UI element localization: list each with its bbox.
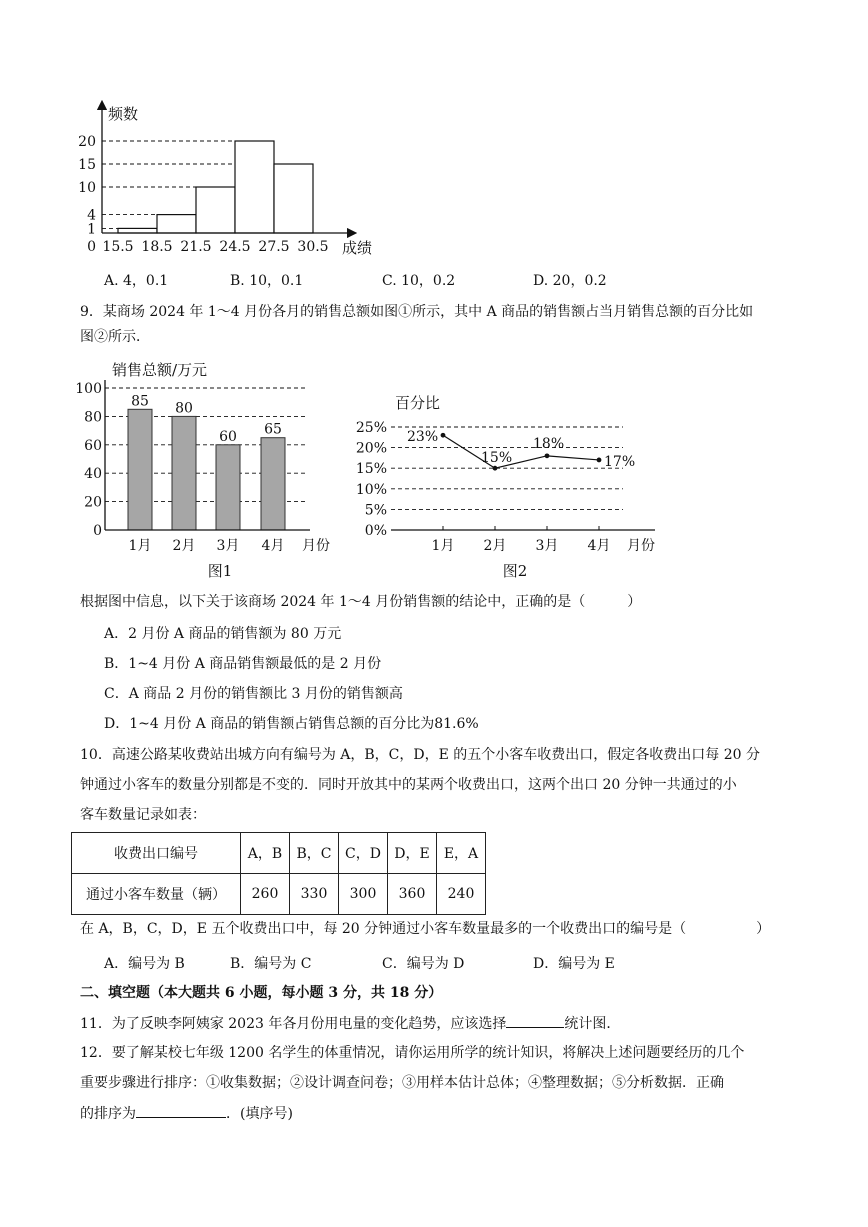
histogram-y-tick: 10 [78,180,96,196]
fig1-bar [172,416,196,530]
fig1-y-tick: 80 [84,409,102,426]
histogram-y-tick: 0 [87,239,96,255]
q10-options [0,953,868,973]
table-header-label: 收费出口编号 [72,833,241,874]
fig2-caption: 图2 [502,562,528,580]
fig2-series-line [443,435,599,468]
q12-text-before: 的排序为 [80,1106,136,1122]
fig1-caption: 图1 [207,562,233,580]
fig1-y-tick: 20 [84,494,102,511]
fig2-data-label: 17% [604,453,636,470]
fig1-bar [128,409,152,530]
fig2-y-tick: 15% [355,461,387,478]
table-cell: 360 [388,874,437,915]
q12-text-after: ．(填序号) [226,1106,293,1122]
fig1-x-tick: 2月 [172,538,196,554]
q8-option-c[interactable]: C. 10，0.2 [382,273,456,289]
table-cell: 300 [339,874,388,915]
fig2-data-label: 23% [407,429,439,446]
q9-option-d[interactable]: D．1~4 月份 A 商品的销售额占销售总额的百分比为81.6% [104,716,479,732]
fig1-bar [261,438,285,530]
fig1-bar-chart [75,355,350,585]
fig1-y-tick: 60 [84,437,102,454]
fig2-x-tick: 4月 [587,538,611,554]
q10-question: 在 A，B，C，D，E 五个收费出口中，每 20 分钟通过小客车数量最多的一个收费出口的编号是（ ） [80,921,771,937]
fig1-data-label: 80 [175,400,193,417]
histogram-bar [118,228,157,233]
q11-text-before: 11．为了反映李阿姨家 2023 年各月份用电量的变化趋势，应该选择 [80,1016,507,1032]
q9-stem-line1: 9．某商场 2024 年 1～4 月份各月的销售总额如图①所示，其中 A 商品的销售额占当月销售总额的百分比如 [80,304,754,320]
fig2-line-chart [355,390,675,585]
q10-stem-line2: 钟通过小客车的数量分别都是不变的．同时开放其中的某两个收费出口，这两个出口 20 分钟一共通过的小 [80,777,737,793]
q8-option-b[interactable]: B. 10，0.1 [230,273,304,289]
histogram-x-label: 成绩 [342,239,373,257]
histogram-bar [274,164,313,233]
histogram-bar [196,187,235,233]
q12-answer-blank[interactable] [136,1103,226,1118]
histogram-y-tick: 1 [87,221,96,238]
q10-option-a[interactable]: A．编号为 B [104,956,185,972]
histogram-x-tick: 30.5 [297,239,329,255]
histogram-y-tick: 15 [78,157,96,173]
fig2-x-tick: 1月 [431,538,455,554]
fig1-x-tick: 4月 [261,538,285,554]
fig2-y-tick: 25% [355,420,387,436]
fig1-x-tick: 1月 [128,538,152,554]
q10-stem-line3: 客车数量记录如表： [80,807,206,823]
table-cell: 260 [241,874,290,915]
fig1-bar [216,445,240,530]
fig2-data-label: 15% [481,450,513,467]
fig2-point [545,453,550,458]
fig1-data-label: 65 [264,421,282,438]
q10-stem-line1: 10．高速公路某收费站出城方向有编号为 A，B，C，D，E 的五个小客车收费出口，假定各收费出口每 20 分 [80,747,760,763]
fig1-y-tick: 100 [75,381,102,397]
histogram-y-tick: 20 [78,134,96,150]
histogram-chart [60,95,390,265]
histogram-y-tick: 4 [87,207,96,224]
table-col-cd: C，D [339,833,388,874]
q9-option-c[interactable]: C．A 商品 2 月份的销售额比 3 月份的销售额高 [104,686,403,702]
q9-option-b[interactable]: B．1~4 月份 A 商品销售额最低的是 2 月份 [104,656,382,672]
q8-options [0,270,868,290]
q9-option-a[interactable]: A．2 月份 A 商品的销售额为 80 万元 [104,626,342,642]
fig2-point [597,458,602,463]
q8-option-d[interactable]: D. 20，0.2 [533,273,607,289]
fig1-y-label: 销售总额/万元 [112,361,208,379]
q11-answer-blank[interactable] [506,1013,564,1028]
histogram-x-tick: 18.5 [141,239,173,255]
fig1-data-label: 85 [131,393,149,410]
fig2-y-tick: 20% [355,440,387,457]
fig2-x-tick: 2月 [483,538,507,554]
fig2-y-label: 百分比 [395,394,441,412]
table-col-de: D，E [388,833,437,874]
histogram-y-label: 频数 [108,105,139,123]
q9-question: 根据图中信息，以下关于该商场 2024 年 1～4 月份销售额的结论中，正确的是（ ） [80,594,642,610]
fig2-x-tick: 3月 [535,538,559,554]
table-row [72,833,486,874]
histogram-x-tick: 24.5 [219,239,251,255]
q10-option-c[interactable]: C．编号为 D [382,956,465,972]
fig2-y-tick: 5% [364,502,387,519]
histogram-bar [235,141,274,233]
fig2-x-label: 月份 [627,538,655,554]
q9-stem-line2: 图②所示． [80,329,150,345]
fig1-x-label: 月份 [302,538,330,554]
q12-line1: 12．要了解某校七年级 1200 名学生的体重情况，请你运用所学的统计知识，将解决上述问题要经历的几个 [80,1045,745,1061]
table-row-label: 通过小客车数量（辆） [72,874,241,915]
q8-option-a[interactable]: A. 4，0.1 [104,273,169,289]
histogram-x-tick: 15.5 [102,239,134,255]
histogram-x-tick: 21.5 [180,239,212,255]
table-row [72,874,486,915]
histogram-x-tick: 27.5 [258,239,290,255]
table-col-bc: B，C [290,833,339,874]
fig2-y-tick: 10% [355,481,387,498]
q11-text-after: 统计图． [564,1016,621,1032]
q10-option-d[interactable]: D．编号为 E [533,956,615,972]
table-col-ea: E，A [437,833,486,874]
table-cell: 240 [437,874,486,915]
fig1-y-tick: 0 [93,523,102,539]
q10-table [71,832,486,915]
q10-option-b[interactable]: B．编号为 C [230,956,312,972]
section-2-heading: 二、填空题（本大题共 6 小题，每小题 3 分，共 18 分） [80,985,443,1001]
table-cell: 330 [290,874,339,915]
fig1-x-tick: 3月 [216,538,240,554]
fig2-y-tick: 0% [364,523,387,539]
q11 [80,1013,620,1034]
q12-line2: 重要步骤进行排序：①收集数据；②设计调查问卷；③用样本估计总体；④整理数据；⑤分析数据．正确 [80,1075,724,1091]
fig1-y-tick: 40 [84,466,102,483]
table-col-ab: A，B [241,833,290,874]
fig2-data-label: 18% [533,435,565,452]
q12-line3 [80,1103,293,1124]
histogram-bar [157,215,196,233]
fig2-point [441,433,446,438]
fig1-data-label: 60 [219,428,237,445]
fig2-point [493,466,498,471]
